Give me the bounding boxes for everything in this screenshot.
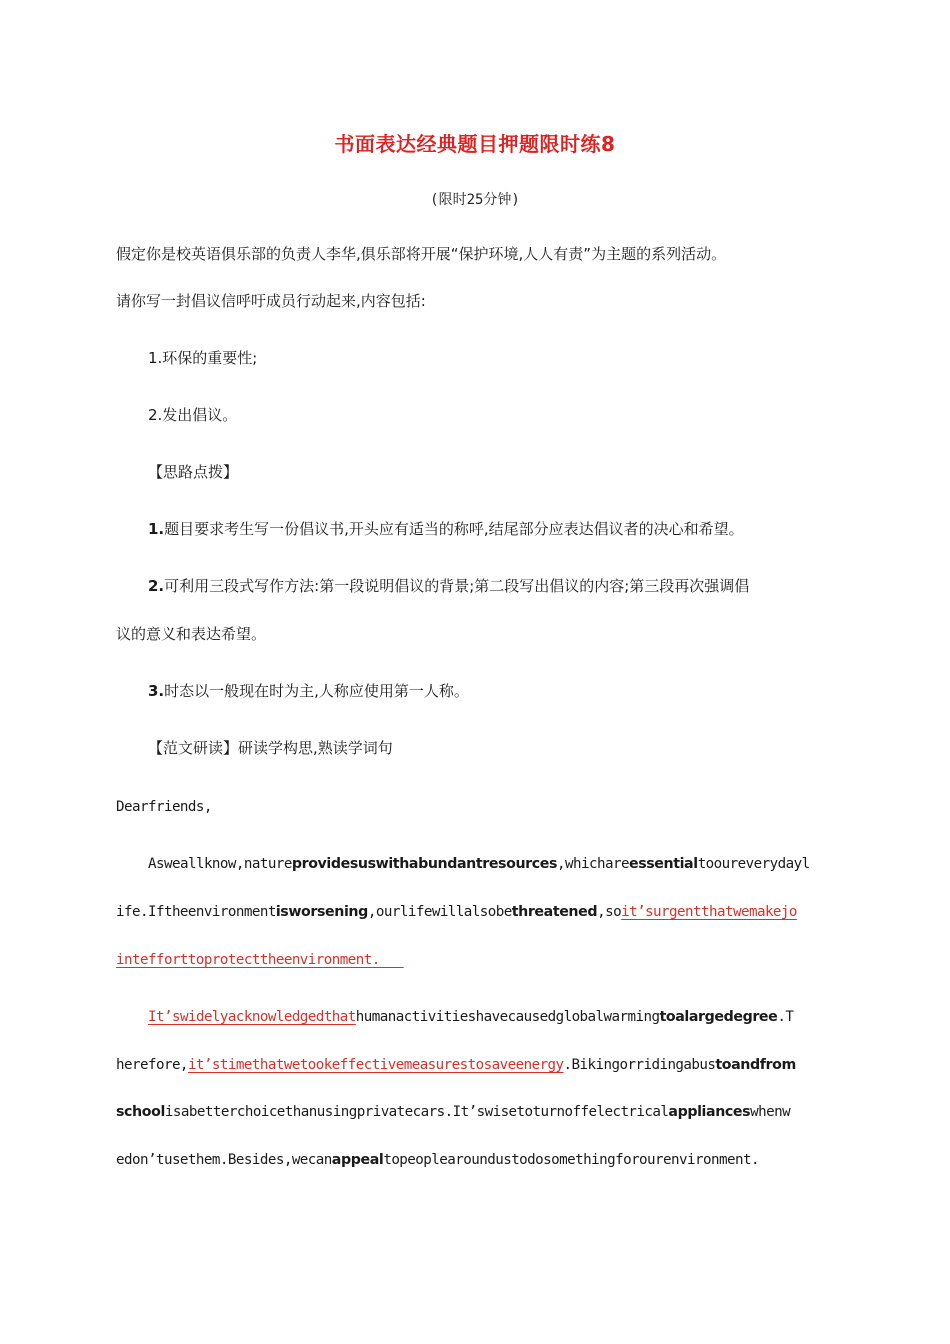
key-phrase: appliances: [668, 1104, 751, 1120]
text-run: edon’tusethem.Besides,wecan: [116, 1152, 332, 1168]
page-title: 书面表达经典题目押题限时练8: [334, 132, 616, 156]
highlight-sentence: intefforttoprotecttheenvironment.: [116, 952, 404, 968]
key-phrase: toandfrom: [715, 1057, 796, 1073]
text-run: topeoplearoundustodosomethingforourenvironment.: [383, 1152, 759, 1168]
text-run: isabetterchoicethanusingprivatecars.It’swisetoturnoffelectrical: [164, 1104, 669, 1120]
paragraph-2-line-4: [116, 1150, 830, 1170]
highlight-sentence: it’surgentthatwemakejo: [621, 904, 797, 920]
tip-number: 2.: [148, 577, 165, 595]
key-phrase: essential: [628, 856, 698, 872]
key-phrase: toalargedegree: [659, 1009, 778, 1025]
prompt-line-1: 假定你是校英语俱乐部的负责人李华,俱乐部将开展“保护环境,人人有责”为主题的系列活动。: [116, 245, 727, 263]
tip-3: [148, 681, 830, 701]
paragraph-2-line-1: [148, 1007, 830, 1027]
tip-text: 可利用三段式写作方法:第一段说明倡议的背景;第二段写出倡议的内容;第三段再次强调倡: [164, 577, 750, 595]
text-run: ,ourlifewillalsobe: [367, 904, 512, 920]
time-limit: (限时25分钟): [430, 192, 520, 208]
tips-heading: 【思路点拨】: [148, 463, 239, 481]
text-run: ,whichare: [557, 856, 629, 872]
text-run: ife.Iftheenvironment: [116, 904, 276, 920]
key-phrase: threatened: [511, 904, 598, 920]
tip-1: [148, 519, 830, 539]
text-run: humanactivitieshavecausedglobalwarming: [355, 1009, 660, 1025]
tip-text: 题目要求考生写一份倡议书,开头应有适当的称呼,结尾部分应表达倡议者的决心和希望。: [164, 520, 744, 538]
requirement-2: 2.发出倡议。: [148, 406, 238, 424]
key-phrase: appeal: [331, 1152, 384, 1168]
text-run: whenw: [750, 1104, 791, 1120]
tip-text: 时态以一般现在时为主,人称应使用第一人称。: [164, 682, 469, 700]
tip-2: [148, 576, 830, 596]
text-run: .T: [777, 1009, 794, 1025]
highlight-sentence: it’stimethatwetookeffectivemeasurestosaveenergy: [187, 1057, 564, 1073]
tip-number: 3.: [148, 682, 165, 700]
key-phrase: school: [116, 1104, 165, 1120]
text-run: ,so: [597, 904, 622, 920]
highlight-sentence: It’swidelyacknowledgedthat: [148, 1009, 356, 1025]
key-phrase: providesuswithabundantresources: [291, 856, 558, 872]
text-run: .Bikingorridingabus: [563, 1057, 716, 1073]
text-run: Asweallknow,nature: [148, 856, 292, 872]
paragraph-1-line-1: [148, 854, 830, 874]
prompt-line-2: 请你写一封倡议信呼吁成员行动起来,内容包括:: [116, 292, 426, 310]
tip-2-continued: 议的意义和表达希望。: [116, 625, 267, 643]
text-run: herefore,: [116, 1057, 188, 1073]
model-heading: 【范文研读】研读学构思,熟读学词句: [148, 739, 393, 757]
paragraph-2-line-2: [116, 1055, 830, 1075]
paragraph-1-line-2: [116, 902, 830, 922]
paragraph-1-line-3: [116, 950, 830, 970]
letter-greeting: Dearfriends,: [116, 799, 212, 815]
paragraph-2-line-3: [116, 1102, 830, 1122]
text-run: tooureverydayl: [697, 856, 810, 872]
tip-number: 1.: [148, 520, 165, 538]
requirement-1: 1.环保的重要性;: [148, 349, 258, 367]
key-phrase: isworsening: [275, 904, 368, 920]
